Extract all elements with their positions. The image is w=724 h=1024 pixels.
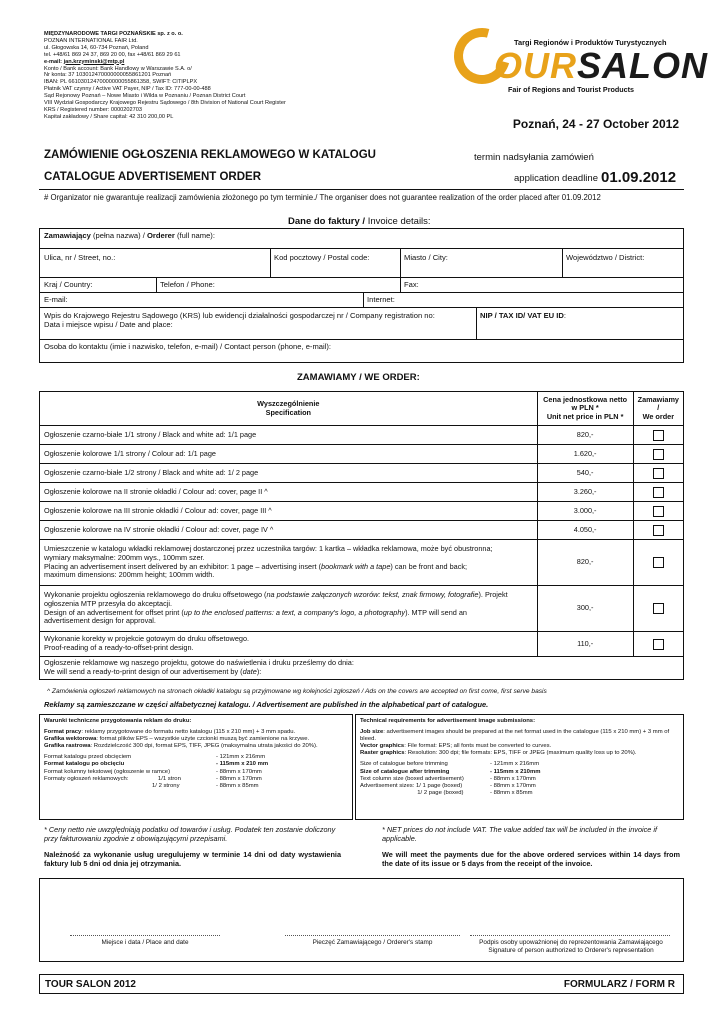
- tech-requirements-pl: Warunki techniczne przygotowania reklam do druku: Format pracy: reklamy przygotowane do formatu netto katalogu (115 x 210 mm) + 3 mm spadu. Grafika wektorowa: format plików EPS – wszystkie użyte czcionki muszą być zamienione na krzywe. Grafika rastrowa: Rozdzielczość 300 dpi, format EPS, TIFF, JPEG (maksymalna utrata jakości do 20%). Format katalogu przed obcięciem - 121mm x 216mm Format katalogu po obcięciu - 115mm x 210 mm Format kolumny tekstowej (ogłoszenie w ramce) - 88mm x 170mm Formaty ogłoszeń reklamowych: 1/1 stron - 88mm x 170mm 1/ 2 strony - 88mm x 85mm: [39, 714, 353, 820]
- footer: [39, 974, 684, 994]
- stamp-label: Pieczęć Zamawiającego / Orderer's stamp: [312, 939, 433, 946]
- signature-label: Podpis osoby upoważnionej do reprezentowania Zamawiającego Signature of person authorized to Orderer's representation: [479, 939, 663, 954]
- footer-left: TOUR SALON 2012: [45, 979, 136, 990]
- deadline-en: application deadline 01.09.2012: [514, 169, 677, 186]
- order-checkbox[interactable]: [653, 525, 664, 536]
- order-table: [39, 391, 684, 680]
- table-row-design: Wykonanie projektu ogłoszenia reklamowego do druku offsetowego (na podstawie załączonych wzorów: tekst, znak firmowy, fotografie). Projekt ogłoszenia MTP przesyła do akceptacji. Design of an advertisement for offset print (up to the enclosed patterns: a text, a company's logo, a photography). MTP will send an advertisement design for approval. 300,-: [40, 586, 684, 632]
- company-info: [44, 31, 344, 121]
- company-line: Płatnik VAT czynny / Active VAT Payer, NIP / Tax ID: 777-00-00-488: [44, 86, 211, 93]
- district-field[interactable]: Województwo / District:: [566, 253, 645, 262]
- company-line: POZNAN INTERNATIONAL FAIR Ltd.: [44, 37, 138, 44]
- table-row: Ogłoszenie kolorowe 1/1 strony / Colour ad: 1/1 page 1.620,-: [40, 445, 684, 464]
- logo-top-text: Targi Regionów i Produktów Turystycznych: [514, 38, 667, 47]
- postal-code-field[interactable]: Kod pocztowy / Postal code:: [274, 253, 370, 262]
- table-row: Ogłoszenie czarno-białe 1/1 strony / Black and white ad: 1/1 page 820,-: [40, 426, 684, 445]
- footer-right: FORMULARZ / FORM R: [563, 979, 675, 990]
- stamp-line[interactable]: [285, 935, 460, 936]
- title-en: CATALOGUE ADVERTISEMENT ORDER: [44, 171, 262, 183]
- payment-note-en: We will meet the payments due for the above ordered services within 14 days from the date of its issue or 5 days from the receipt of the invoice.: [382, 850, 680, 868]
- deadline-date: 01.09.2012: [600, 169, 677, 186]
- place-date-label: Miejsce i data / Place and date: [101, 939, 189, 946]
- company-line: IBAN: PL 66103012470000000055861358, SWIFT: CITIPLPX: [44, 79, 198, 86]
- alphabetical-note: Reklamy są zamieszczane w części alfabetycznej katalogu. / Advertisement are published in the alphabetical part of catalogue.: [44, 700, 489, 709]
- email-link[interactable]: jan.krzyminski@mtp.pl: [63, 58, 125, 65]
- order-checkbox[interactable]: [653, 468, 664, 479]
- tech-requirements-en: Technical requirements for advertisement image submissions: Job size: advertisement images should be prepared at the net format used in the catalogue (115 x 210 mm) + 3 mm of bleed. Vector graphics: File format: EPS; all fonts must be converted to curves. Raster graphics: Resolution: 300 dpi; file formats: EPS, TIFF or JPEG (maximum quality loss up to 20%). Size of catalogue before trimming - 121mm x 216mm Size of catalogue after trimming - 115mm x 210mm Text column size (boxed advertisement) - 88mm x 170mm Advertisement sizes: 1/ 1 page (boxed) - 88mm x 170mm 1/ 2 page (boxed) - 88mm x 85mm: [355, 714, 684, 820]
- signature-box: [39, 878, 684, 962]
- order-checkbox[interactable]: [653, 506, 664, 517]
- invoice-form: [39, 228, 684, 363]
- internet-field[interactable]: Internet:: [367, 295, 395, 304]
- table-row-insert: Umieszczenie w katalogu wkładki reklamowej dostarczonej przez uczestnika targów: 1 kartka – wkładka reklamowa, może być obustronna; wymiary maksymalne: 200mm wys., 100mm szer. Placing an advertisement insert delivered by an exhibitor: 1 page – advertising insert (bookmark with a tape) can be front and back; maximum dimensions: 200mm height; 100mm width. 820,-: [40, 540, 684, 586]
- spec-header: Wyszczególnienie Specification: [40, 392, 538, 426]
- table-row: Ogłoszenie kolorowe na IV stronie okładki / Colour ad: cover, page IV ^ 4.050,-: [40, 521, 684, 540]
- signature-line[interactable]: [470, 935, 670, 936]
- table-row-proof: Wykonanie korekty w projekcie gotowym do druku offsetowego. Proof-reading of a ready-to-offset-print design. 110,-: [40, 632, 684, 657]
- order-checkbox[interactable]: [653, 557, 664, 568]
- payment-note-pl: Należność za wykonanie usług uregulujemy w terminie 14 dni od daty wystawienia faktury lub 5 dni od dnia jej otrzymania.: [44, 850, 341, 868]
- krs-field[interactable]: Wpis do Krajowego Rejestru Sądowego (KRS) lub ewidencji działalności gospodarczej nr / Company registration no: Data i miejsce wpisu / Date and place:: [44, 311, 435, 329]
- street-field[interactable]: Ulica, nr / Street, no.:: [44, 253, 116, 262]
- logo-wordmark: OURSALON: [494, 45, 708, 86]
- logo-bottom-text: Fair of Regions and Tourist Products: [508, 85, 635, 94]
- table-row: Ogłoszenie kolorowe na III stronie okładki / Colour ad: cover, page III ^ 3.000,-: [40, 502, 684, 521]
- order-title: ZAMAWIAMY / WE ORDER:: [297, 372, 420, 383]
- place-date-line[interactable]: [70, 935, 220, 936]
- nip-field[interactable]: NIP / TAX ID/ VAT EU ID:: [480, 311, 566, 320]
- price-header: Cena jednostkowa netto w PLN * Unit net price in PLN *: [537, 392, 633, 426]
- cover-note: ^ Zamówienia ogłoszeń reklamowych na stronach okładki katalogu są przyjmowane wg kolejności zgłoszeń / Ads on the covers are accepted on first come, first serve basis: [47, 688, 547, 695]
- tour-salon-logo: [452, 26, 708, 98]
- table-row-own-design: Ogłoszenie reklamowe wg naszego projektu, gotowe do naświetlenia i druku prześlemy do dnia: We will send a ready-to-print design of our advertisement by (date):: [40, 657, 684, 680]
- orderer-field[interactable]: Zamawiający (pełna nazwa) / Orderer (full name):: [44, 231, 215, 240]
- table-header: [40, 392, 684, 426]
- table-row: Ogłoszenie kolorowe na II stronie okładki / Colour ad: cover, page II ^ 3.260,-: [40, 483, 684, 502]
- deadline-pl: termin nadsyłania zamówień: [474, 152, 594, 163]
- city-field[interactable]: Miasto / City:: [404, 253, 448, 262]
- event-date: Poznań, 24 - 27 October 2012: [512, 117, 679, 131]
- order-header: Zamawiamy / We order: [633, 392, 683, 426]
- order-checkbox[interactable]: [653, 430, 664, 441]
- company-line: Konto / Bank account: Bank Handlowy w Warszawie S.A. o/: [44, 65, 192, 72]
- vat-note-en: * NET prices do not include VAT. The value added tax will be included in the invoice if applicable.: [382, 825, 658, 843]
- order-checkbox[interactable]: [653, 487, 664, 498]
- order-checkbox[interactable]: [653, 449, 664, 460]
- company-line: KRS / Registered number: 0000202703: [44, 106, 142, 113]
- divider: [39, 189, 684, 190]
- company-line: tel. +48/61 869 24 37, 869 20 00, fax +48/61 869 29 61: [44, 51, 181, 58]
- invoice-title: Dane do faktury / Invoice details:: [288, 216, 431, 227]
- email-field[interactable]: E-mail:: [44, 295, 68, 304]
- phone-field[interactable]: Telefon / Phone:: [160, 280, 215, 289]
- company-line: Nr konta: 37 103012470000000055861201 Poznań: [44, 72, 172, 79]
- email-line: e-mail: jan.krzyminski@mtp.pl: [44, 58, 125, 65]
- company-name: MIĘDZYNARODOWE TARGI POZNAŃSKIE sp. z o. o.: [44, 31, 183, 37]
- country-field[interactable]: Kraj / Country:: [44, 280, 93, 289]
- company-line: Sąd Rejonowy Poznań – Nowe Miasto i Wilda w Poznaniu / Poznan District Court: [44, 93, 246, 100]
- vat-note-pl: * Ceny netto nie uwzględniają podatku od towarów i usług. Podatek ten zostanie doliczony przy fakturowaniu zgodnie z obowiązującymi przepisami.: [44, 825, 336, 843]
- company-line: Kapitał zakładowy / Share capital: 42 310 200,00 PL: [44, 113, 174, 120]
- fax-field[interactable]: Fax:: [404, 280, 419, 289]
- title-pl: ZAMÓWIENIE OGŁOSZENIA REKLAMOWEGO W KATALOGU: [44, 149, 376, 161]
- company-line: ul. Głogowska 14, 60-734 Poznań, Poland: [44, 44, 149, 51]
- order-checkbox[interactable]: [653, 603, 664, 614]
- table-row: Ogłoszenie czarno-białe 1/2 strony / Black and white ad: 1/ 2 page 540,-: [40, 464, 684, 483]
- contact-person-field[interactable]: Osoba do kontaktu (imie i nazwisko, telefon, e-mail) / Contact person (phone, e-mail):: [44, 342, 332, 351]
- company-line: VIII Wydział Gospodarczy Krajowego Rejestru Sądowego / 8th Division of National Court Register: [44, 100, 286, 107]
- order-checkbox[interactable]: [653, 639, 664, 650]
- organizer-note: # Organizator nie gwarantuje realizacji zamówienia złożonego po tym terminie./ The organiser does not guarantee realization of the order placed after 01.09.2012: [44, 193, 601, 202]
